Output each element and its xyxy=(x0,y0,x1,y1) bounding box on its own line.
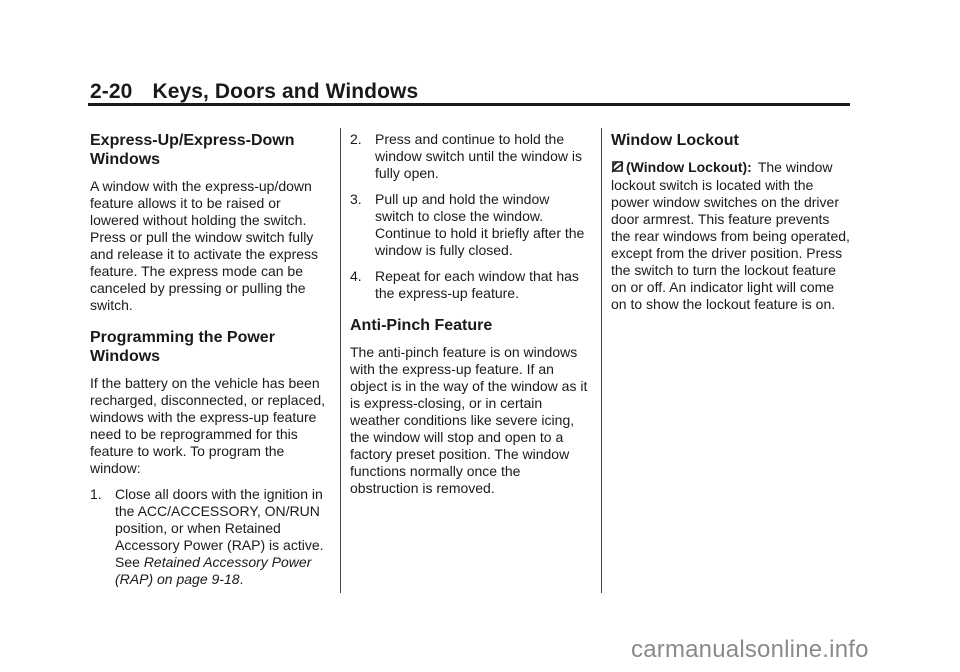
programming-steps-continued xyxy=(350,131,590,302)
window-lockout-icon xyxy=(611,160,624,177)
step-text: Repeat for each window that has the express-up feature. xyxy=(375,268,579,301)
paragraph-express-windows: A window with the express-up/down feature allows it to be raised or lowered without holding the switch. Press or pull the window switch fully and release it to activate the express feature. The express mode can be canceled by pressing or pulling the switch. xyxy=(90,178,319,313)
step-number: 2. xyxy=(350,131,362,147)
heading-anti-pinch: Anti-Pinch Feature xyxy=(350,317,493,334)
step-text: Pull up and hold the window switch to close the window. Continue to hold it briefly after the window is fully closed. xyxy=(375,191,585,258)
paragraph-anti-pinch: The anti-pinch feature is on windows with the express-up feature. If an object is in the way of the window as it is express-closing, or in certain weather conditions like severe icing, the window will stop and open to a factory preset position. The window functions normally once the obstruction is removed. xyxy=(350,344,588,496)
list-item xyxy=(350,268,590,302)
page-header xyxy=(90,80,850,104)
page-number: 2-20 xyxy=(90,80,133,103)
lockout-text: The window lockout switch is located with the power window switches on the driver door armrest. This feature prevents the rear windows from being operated, except from the driver position. Press the switch to turn the lockout feature on or off. An indicator light will come on to show the lockout feature is on. xyxy=(611,159,850,312)
column-divider-1 xyxy=(340,128,341,593)
column-2 xyxy=(350,131,590,506)
list-item xyxy=(350,191,590,259)
paragraph-window-lockout xyxy=(611,159,851,313)
section-title: Keys, Doors and Windows xyxy=(152,80,419,103)
page-reference-link[interactable]: Retained Accessory Power (RAP) on page 9-18 xyxy=(115,554,312,587)
lockout-label: (Window Lockout): xyxy=(626,159,752,175)
heading-window-lockout: Window Lockout xyxy=(611,132,739,149)
step-number: 1. xyxy=(90,486,102,502)
column-divider-2 xyxy=(601,128,602,593)
list-item xyxy=(350,131,590,182)
step-text: Press and continue to hold the window switch until the window is fully open. xyxy=(375,131,582,181)
programming-steps xyxy=(90,486,330,588)
watermark: carmanualsonline.info xyxy=(631,636,869,663)
column-1 xyxy=(90,131,330,597)
heading-express-windows: Express-Up/Express-Down Windows xyxy=(90,132,295,168)
heading-programming: Programming the Power Windows xyxy=(90,329,275,365)
step-end: . xyxy=(239,571,244,587)
step-number: 3. xyxy=(350,191,362,207)
step-text: Close all doors with the ignition in the ACC/ACCESSORY, ON/RUN position, or when Retained Accessory Power (RAP) is active. See xyxy=(115,486,324,570)
list-item xyxy=(90,486,330,588)
step-number: 4. xyxy=(350,268,362,284)
header-rule xyxy=(88,103,850,106)
paragraph-programming: If the battery on the vehicle has been recharged, disconnected, or replaced, windows with the express-up feature need to be reprogrammed for this feature to work. To program the window: xyxy=(90,375,326,476)
column-3 xyxy=(611,131,851,322)
